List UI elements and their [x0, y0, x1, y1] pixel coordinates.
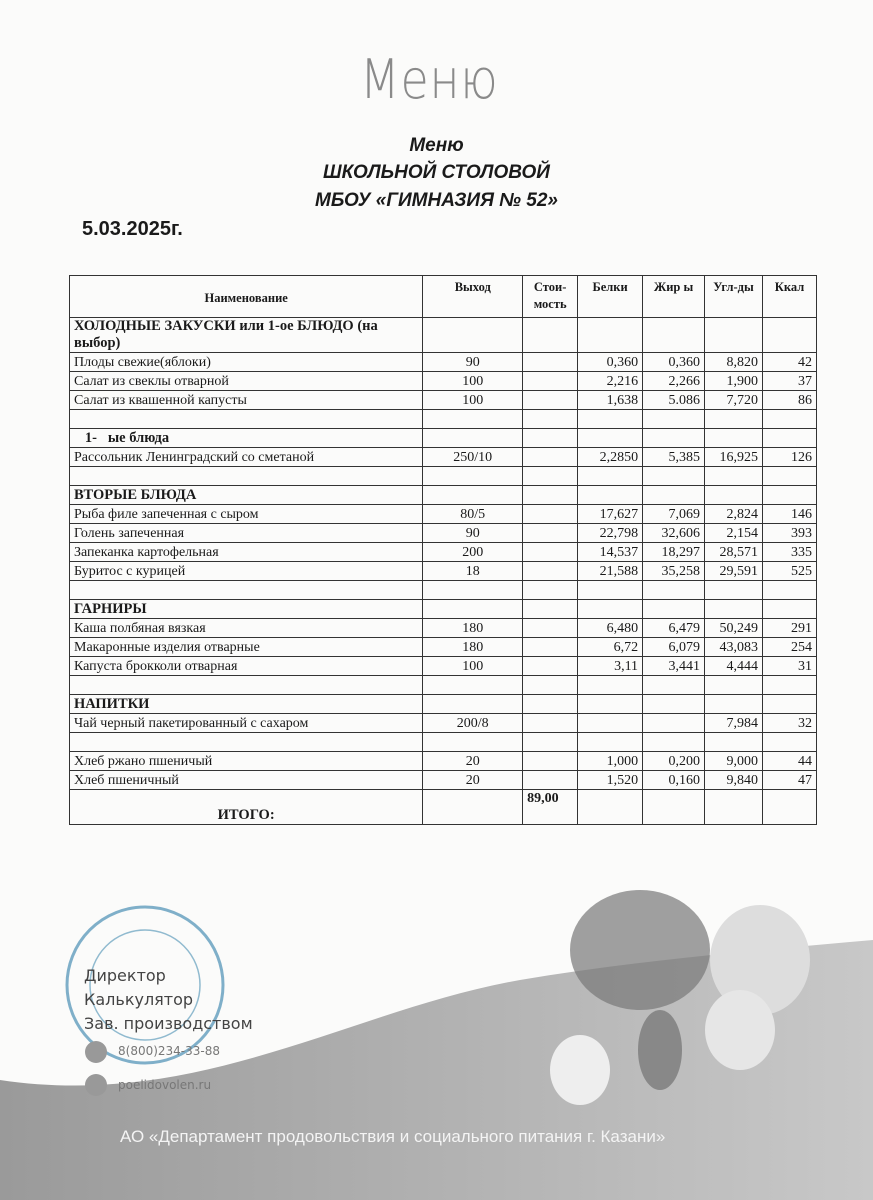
cell-f — [643, 581, 705, 600]
cell-c: 2,824 — [705, 505, 763, 524]
cell-cost — [523, 733, 578, 752]
cell-c: 1,900 — [705, 372, 763, 391]
cell-f — [643, 714, 705, 733]
cell-c — [705, 695, 763, 714]
table-row — [70, 524, 817, 543]
cell-p — [578, 318, 643, 353]
cell-c: 29,591 — [705, 562, 763, 581]
empty-cell — [578, 790, 643, 825]
cell-k — [762, 581, 816, 600]
section-row — [70, 429, 817, 448]
table-row — [70, 372, 817, 391]
cell-cost — [523, 391, 578, 410]
cell-out: 200 — [423, 543, 523, 562]
section-title: ХОЛОДНЫЕ ЗАКУСКИ или 1-ое БЛЮДО (на выбор) — [70, 318, 423, 353]
dish-name: Салат из квашенной капусты — [70, 391, 423, 410]
cell-out: 100 — [423, 657, 523, 676]
dish-name: Запеканка картофельная — [70, 543, 423, 562]
dish-name: Капуста брокколи отварная — [70, 657, 423, 676]
cell-f: 32,606 — [643, 524, 705, 543]
cell-f — [643, 410, 705, 429]
cell-k: 42 — [762, 353, 816, 372]
cell-p — [578, 695, 643, 714]
empty-row — [70, 410, 817, 429]
cell-out — [423, 733, 523, 752]
column-header: Наименование — [70, 276, 423, 318]
dish-name: Хлеб пшеничный — [70, 771, 423, 790]
dish-name: Макаронные изделия отварные — [70, 638, 423, 657]
cell-cost — [523, 372, 578, 391]
table-row — [70, 353, 817, 372]
cell-out — [423, 410, 523, 429]
cell-f: 5,385 — [643, 448, 705, 467]
cell-c: 7,984 — [705, 714, 763, 733]
cell-c — [705, 486, 763, 505]
cell-c: 50,249 — [705, 619, 763, 638]
cell-p: 22,798 — [578, 524, 643, 543]
cell-out: 90 — [423, 524, 523, 543]
cell-out: 200/8 — [423, 714, 523, 733]
empty-cell — [70, 581, 423, 600]
empty-row — [70, 733, 817, 752]
cell-out — [423, 318, 523, 353]
cell-cost — [523, 600, 578, 619]
cell-k: 31 — [762, 657, 816, 676]
column-header: Стои-мость — [523, 276, 578, 318]
cell-cost — [523, 676, 578, 695]
cell-out — [423, 695, 523, 714]
cell-p — [578, 467, 643, 486]
cell-cost — [523, 429, 578, 448]
empty-cell — [70, 733, 423, 752]
cell-c: 9,840 — [705, 771, 763, 790]
cell-k: 47 — [762, 771, 816, 790]
cell-k: 37 — [762, 372, 816, 391]
cell-cost — [523, 619, 578, 638]
cell-cost — [523, 581, 578, 600]
cell-p: 0,360 — [578, 353, 643, 372]
cell-f: 0,160 — [643, 771, 705, 790]
dish-name: Хлеб ржано пшеничый — [70, 752, 423, 771]
cell-k — [762, 429, 816, 448]
cell-k — [762, 467, 816, 486]
cell-f — [643, 695, 705, 714]
organization-name: АО «Департамент продовольствия и социального питания г. Казани» — [120, 1127, 666, 1146]
cell-p: 21,588 — [578, 562, 643, 581]
cell-c: 28,571 — [705, 543, 763, 562]
cell-out: 100 — [423, 391, 523, 410]
empty-row — [70, 676, 817, 695]
table-row — [70, 657, 817, 676]
cell-p — [578, 600, 643, 619]
cell-f — [643, 733, 705, 752]
cell-p — [578, 410, 643, 429]
dish-name: Рыба филе запеченная с сыром — [70, 505, 423, 524]
column-header: Выход — [423, 276, 523, 318]
cell-cost — [523, 771, 578, 790]
website-link[interactable]: poelidovolen.ru — [118, 1078, 212, 1092]
menu-table — [69, 275, 817, 825]
cell-cost — [523, 752, 578, 771]
cell-f — [643, 600, 705, 619]
handwritten-title: Меню — [360, 48, 499, 111]
cell-p — [578, 429, 643, 448]
cell-out: 18 — [423, 562, 523, 581]
cell-f: 6,079 — [643, 638, 705, 657]
column-header: Угл-ды — [705, 276, 763, 318]
cell-c — [705, 600, 763, 619]
table-row — [70, 752, 817, 771]
cell-c: 8,820 — [705, 353, 763, 372]
cell-f: 7,069 — [643, 505, 705, 524]
section-title: ГАРНИРЫ — [70, 600, 423, 619]
cell-out: 80/5 — [423, 505, 523, 524]
empty-cell — [705, 790, 763, 825]
cell-p: 1,520 — [578, 771, 643, 790]
signature-production-head: Зав. производством — [84, 1014, 253, 1033]
cell-cost — [523, 695, 578, 714]
section-row — [70, 318, 817, 353]
table-row — [70, 448, 817, 467]
footer — [0, 880, 873, 1200]
dish-name: Голень запеченная — [70, 524, 423, 543]
cell-p — [578, 486, 643, 505]
cell-k — [762, 695, 816, 714]
signature-calculator: Калькулятор — [84, 990, 194, 1009]
cell-cost — [523, 657, 578, 676]
doc-subtitle: ШКОЛЬНОЙ СТОЛОВОЙ — [323, 162, 550, 183]
cell-c: 2,154 — [705, 524, 763, 543]
cell-cost — [523, 543, 578, 562]
cell-out — [423, 486, 523, 505]
empty-cell — [423, 790, 523, 825]
cell-p: 6,480 — [578, 619, 643, 638]
total-row — [70, 790, 817, 825]
dish-name: Буритос с курицей — [70, 562, 423, 581]
cell-out: 20 — [423, 771, 523, 790]
empty-cell — [70, 467, 423, 486]
section-title: НАПИТКИ — [70, 695, 423, 714]
cell-k — [762, 733, 816, 752]
cell-p — [578, 581, 643, 600]
cell-c — [705, 410, 763, 429]
table-row — [70, 505, 817, 524]
cell-out: 180 — [423, 619, 523, 638]
table-header — [70, 276, 817, 318]
cell-k: 393 — [762, 524, 816, 543]
cell-k: 291 — [762, 619, 816, 638]
cell-c: 9,000 — [705, 752, 763, 771]
cell-cost — [523, 505, 578, 524]
table-row — [70, 714, 817, 733]
cell-f: 18,297 — [643, 543, 705, 562]
empty-cell — [70, 676, 423, 695]
cell-cost — [523, 353, 578, 372]
cell-out: 180 — [423, 638, 523, 657]
dish-name: Салат из свеклы отварной — [70, 372, 423, 391]
cell-c: 4,444 — [705, 657, 763, 676]
cell-p — [578, 714, 643, 733]
cell-f — [643, 676, 705, 695]
cell-out: 250/10 — [423, 448, 523, 467]
cell-k: 146 — [762, 505, 816, 524]
cell-k — [762, 410, 816, 429]
cell-f: 6,479 — [643, 619, 705, 638]
column-header: Жир ы — [643, 276, 705, 318]
cell-cost — [523, 410, 578, 429]
school-name: МБОУ «ГИМНАЗИЯ № 52» — [315, 190, 558, 211]
cell-p: 14,537 — [578, 543, 643, 562]
cell-c — [705, 676, 763, 695]
cell-p: 1,638 — [578, 391, 643, 410]
empty-cell — [70, 410, 423, 429]
dish-name: Плоды свежие(яблоки) — [70, 353, 423, 372]
cell-f: 2,266 — [643, 372, 705, 391]
cell-c: 16,925 — [705, 448, 763, 467]
section-row — [70, 486, 817, 505]
cell-k — [762, 486, 816, 505]
cell-cost — [523, 562, 578, 581]
cell-out: 90 — [423, 353, 523, 372]
cell-k: 44 — [762, 752, 816, 771]
cell-k: 126 — [762, 448, 816, 467]
table-row — [70, 543, 817, 562]
cell-f — [643, 429, 705, 448]
cell-cost — [523, 486, 578, 505]
cell-f: 35,258 — [643, 562, 705, 581]
cell-f: 5.086 — [643, 391, 705, 410]
cell-f: 0,360 — [643, 353, 705, 372]
cell-out — [423, 429, 523, 448]
empty-cell — [643, 790, 705, 825]
cell-c — [705, 318, 763, 353]
cell-c — [705, 733, 763, 752]
cell-p: 2,216 — [578, 372, 643, 391]
cell-cost — [523, 524, 578, 543]
cell-out: 100 — [423, 372, 523, 391]
cell-p: 6,72 — [578, 638, 643, 657]
cell-out — [423, 600, 523, 619]
signature-director: Директор — [84, 966, 166, 985]
cell-f: 0,200 — [643, 752, 705, 771]
table-row — [70, 562, 817, 581]
cell-p: 1,000 — [578, 752, 643, 771]
menu-date: 5.03.2025г. — [82, 218, 183, 240]
total-cost: 89,00 — [523, 790, 578, 825]
cell-f — [643, 486, 705, 505]
cell-f — [643, 318, 705, 353]
cell-k: 86 — [762, 391, 816, 410]
cell-f — [643, 467, 705, 486]
cell-out — [423, 467, 523, 486]
cell-p: 3,11 — [578, 657, 643, 676]
cell-c: 7,720 — [705, 391, 763, 410]
cell-out — [423, 676, 523, 695]
cell-k — [762, 676, 816, 695]
table-row — [70, 619, 817, 638]
dish-name: Рассольник Ленинградский со сметаной — [70, 448, 423, 467]
section-row — [70, 695, 817, 714]
cell-k — [762, 600, 816, 619]
cell-k: 335 — [762, 543, 816, 562]
cell-k: 32 — [762, 714, 816, 733]
cell-c — [705, 429, 763, 448]
empty-cell — [762, 790, 816, 825]
cell-c — [705, 467, 763, 486]
cell-k: 254 — [762, 638, 816, 657]
empty-row — [70, 467, 817, 486]
cell-c: 43,083 — [705, 638, 763, 657]
total-label: ИТОГО: — [70, 790, 423, 825]
table-row — [70, 391, 817, 410]
cell-cost — [523, 448, 578, 467]
cell-c — [705, 581, 763, 600]
cell-p: 17,627 — [578, 505, 643, 524]
cell-out: 20 — [423, 752, 523, 771]
cell-k — [762, 318, 816, 353]
column-header: Белки — [578, 276, 643, 318]
column-header: Ккал — [762, 276, 816, 318]
cell-cost — [523, 714, 578, 733]
cell-p — [578, 733, 643, 752]
cell-cost — [523, 318, 578, 353]
section-title: 1- ые блюда — [70, 429, 423, 448]
phone: 8(800)234-33-88 — [118, 1044, 221, 1058]
table-row — [70, 638, 817, 657]
cell-cost — [523, 467, 578, 486]
section-title: ВТОРЫЕ БЛЮДА — [70, 486, 423, 505]
table-row — [70, 771, 817, 790]
cell-p — [578, 676, 643, 695]
cell-f: 3,441 — [643, 657, 705, 676]
empty-row — [70, 581, 817, 600]
footer-illustration — [0, 880, 873, 1200]
dish-name: Каша полбяная вязкая — [70, 619, 423, 638]
cell-out — [423, 581, 523, 600]
cell-p: 2,2850 — [578, 448, 643, 467]
dish-name: Чай черный пакетированный с сахаром — [70, 714, 423, 733]
section-row — [70, 600, 817, 619]
cell-cost — [523, 638, 578, 657]
doc-title: Меню — [409, 135, 464, 156]
cell-k: 525 — [762, 562, 816, 581]
